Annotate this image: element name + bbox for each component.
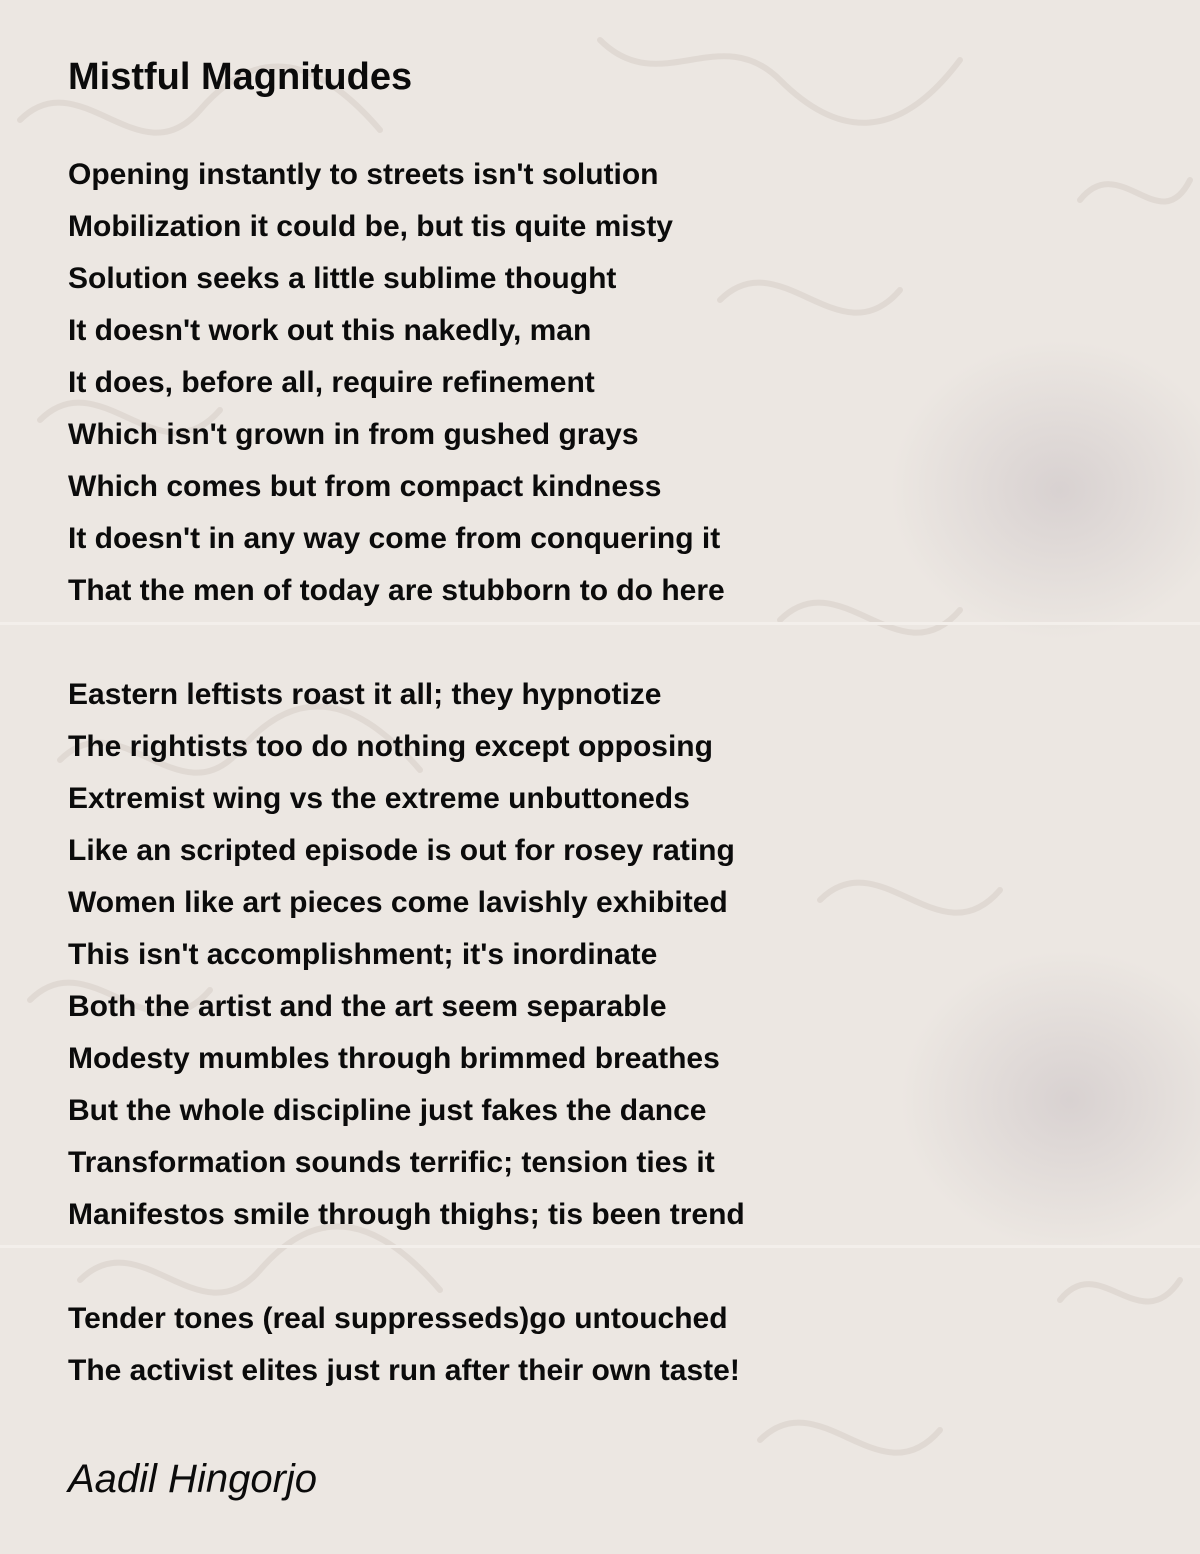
poem-line: It does, before all, require refinement — [68, 366, 595, 399]
poem-line: It doesn't work out this nakedly, man — [68, 314, 592, 347]
poem-line: That the men of today are stubborn to do here — [68, 574, 725, 607]
poem-title: Mistful Magnitudes — [68, 56, 413, 98]
poem-line: Women like art pieces come lavishly exhibited — [68, 886, 728, 919]
poem-line: Modesty mumbles through brimmed breathes — [68, 1042, 720, 1075]
poem-line: Mobilization it could be, but tis quite misty — [68, 210, 673, 243]
poem-line: This isn't accomplishment; it's inordinate — [68, 938, 658, 971]
poem-line: Both the artist and the art seem separable — [68, 990, 667, 1023]
poem-author: Aadil Hingorjo — [68, 1457, 318, 1501]
stanza-1 — [68, 149, 725, 617]
poem-line: The rightists too do nothing except opposing — [68, 730, 713, 763]
poem-line: Eastern leftists roast it all; they hypnotize — [68, 678, 662, 711]
poem-line: But the whole discipline just fakes the dance — [68, 1094, 707, 1127]
stanza-3 — [68, 1293, 740, 1397]
stanza-2 — [68, 669, 745, 1241]
poem-line: Solution seeks a little sublime thought — [68, 262, 617, 295]
poem-line: Which comes but from compact kindness — [68, 470, 662, 503]
poem-line: Transformation sounds terrific; tension ties it — [68, 1146, 715, 1179]
poem-line: The activist elites just run after their own taste! — [68, 1354, 740, 1387]
poem-line: Manifestos smile through thighs; tis been trend — [68, 1198, 745, 1231]
poem-line: It doesn't in any way come from conquering it — [68, 522, 721, 555]
poem-line: Which isn't grown in from gushed grays — [68, 418, 639, 451]
poem-line: Opening instantly to streets isn't solution — [68, 158, 659, 191]
poem-line: Like an scripted episode is out for rosey rating — [68, 834, 735, 867]
poem-line: Extremist wing vs the extreme unbuttoneds — [68, 782, 690, 815]
poem-line: Tender tones (real suppresseds)go untouched — [68, 1302, 728, 1335]
